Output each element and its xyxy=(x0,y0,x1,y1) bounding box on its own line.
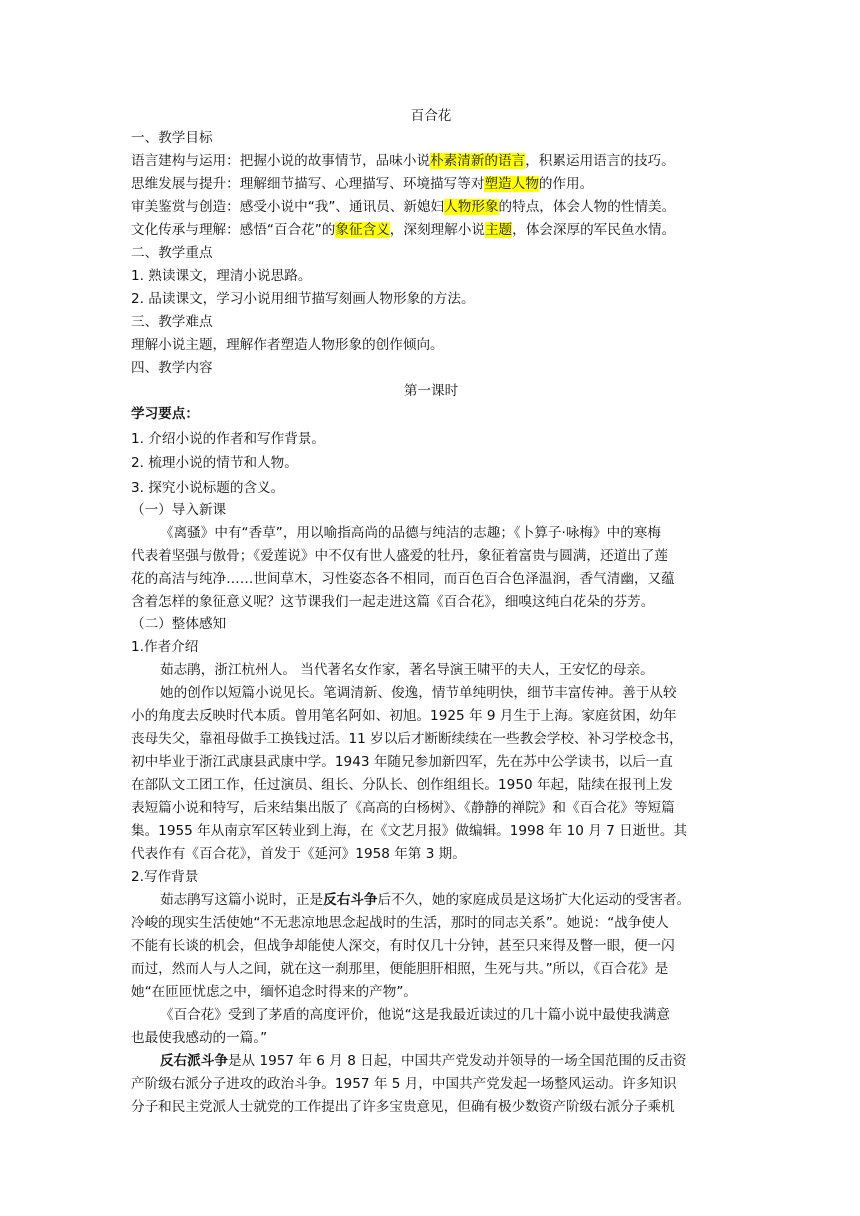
author-bio-line: 她的创作以短篇小说见长。笔调清新、俊逸，情节单纯明快，细节丰富传神。善于从较 xyxy=(160,685,677,701)
key-point: 1. 介绍小说的作者和写作背景。 xyxy=(131,431,326,447)
intro-line: 含着怎样的象征意义呢？这节课我们一起走进这篇《百合花》，细嗅这纯白花朵的芬芳。 xyxy=(131,594,655,610)
background-line: 冷峻的现实生活使她“不无悲凉地思念起战时的生活，那时的同志关系”。她说：“战争使人 xyxy=(131,915,669,931)
part-heading-overview: （二）整体感知 xyxy=(131,616,227,632)
review-line: 《百合花》受到了茅盾的高度评价，他说“这是我最近读过的几十篇小说中最使我满意 xyxy=(160,1007,671,1023)
difficulty-text: 理解小说主题，理解作者塑造人物形象的创作倾向。 xyxy=(131,337,444,353)
part-heading-intro: （一）导入新课 xyxy=(131,502,227,518)
key-point: 2. 梳理小说的情节和人物。 xyxy=(131,455,298,471)
highlight: 象征含义 xyxy=(335,222,390,238)
goal-culture: 文化传承与理解：感悟“百合花”的象征含义，深刻理解小说主题，体会深厚的军民鱼水情。 xyxy=(131,222,676,238)
focus-item: 1. 熟读课文，理清小说思路。 xyxy=(131,268,312,284)
author-bio-line: 丧母失父，靠祖母做手工换钱过活。11 岁以后才断断续续在一些教会学校、补习学校念书， xyxy=(131,731,683,747)
section-heading-goals: 一、教学目标 xyxy=(131,130,213,146)
section-heading-focus: 二、教学重点 xyxy=(131,245,213,261)
review-line: 也最使我感动的一篇。” xyxy=(131,1030,268,1046)
section-heading-difficulty: 三、教学难点 xyxy=(131,314,213,330)
key-points-label: 学习要点： xyxy=(131,406,199,422)
highlight: 塑造人物 xyxy=(484,176,539,192)
goal-language: 语言建构与运用：把握小说的故事情节，品味小说朴素清新的语言，积累运用语言的技巧。 xyxy=(131,153,675,169)
background-line: 她“在匝匝忧虑之中，缅怀追念时得来的产物”。 xyxy=(131,984,417,1000)
focus-item: 2. 品读课文，学习小说用细节描写刻画人物形象的方法。 xyxy=(131,291,475,307)
author-bio-line: 在部队文工团工作，任过演员、组长、分队长、创作组组长。1950 年起，陆续在报刊上发 xyxy=(131,777,673,793)
author-bio-line: 表短篇小说和特写，后来结集出版了《高高的白杨树》、《静静的禅院》和《百合花》等短篇 xyxy=(131,800,675,816)
author-bio-line: 代表作有《百合花》，首发于《延河》1958 年第 3 期。 xyxy=(131,846,466,862)
bold-term: 反右斗争 xyxy=(323,892,378,908)
goal-aesthetic: 审美鉴赏与创造：感受小说中“我”、通讯员、新媳妇人物形象的特点，体会人物的性情美。 xyxy=(131,199,676,215)
campaign-line: 反右派斗争是从 1957 年 6 月 8 日起，中国共产党发动并领导的一场全国范围的反击资 xyxy=(160,1053,687,1069)
highlight: 主题 xyxy=(484,222,513,238)
document-title: 百合花 xyxy=(410,108,452,124)
highlight: 人物形象 xyxy=(444,199,499,215)
background-heading: 2.写作背景 xyxy=(131,869,199,885)
author-intro: 茹志鹃，浙江杭州人。 当代著名女作家，著名导演王啸平的夫人，王安忆的母亲。 xyxy=(160,662,654,678)
campaign-line: 产阶级右派分子进攻的政治斗争。1957 年 5 月，中国共产党发起一场整风运动。许多知识 xyxy=(131,1076,677,1092)
intro-line: 《离骚》中有“香草”，用以喻指高尚的品德与纯洁的志趣；《卜算子·咏梅》中的寒梅 xyxy=(160,525,661,541)
intro-line: 花的高洁与纯净……世间草木，习性姿态各不相同，而百色百合色泽温润，香气清幽，又蕴 xyxy=(131,571,675,587)
lesson-title: 第一课时 xyxy=(403,383,459,399)
key-point: 3. 探究小说标题的含义。 xyxy=(131,480,285,496)
campaign-line: 分子和民主党派人士就党的工作提出了许多宝贵意见，但确有极少数资产阶级右派分子乘机 xyxy=(131,1099,675,1115)
author-heading: 1.作者介绍 xyxy=(131,639,199,655)
bold-term: 反右派斗争 xyxy=(160,1053,228,1069)
background-line: 不能有长谈的机会，但战争却能使人深交，有时仅几十分钟，甚至只来得及瞥一眼，便一闪 xyxy=(131,938,675,954)
background-line: 茹志鹃写这篇小说时，正是反右斗争后不久，她的家庭成员是这场扩大化运动的受害者。 xyxy=(160,892,691,908)
background-line: 而过，然而人与人之间，就在这一刹那里，便能胆肝相照，生死与共。”所以，《百合花》是 xyxy=(131,961,669,977)
author-bio-line: 初中毕业于浙江武康县武康中学。1943 年随兄参加新四军，先在苏中公学读书，以后一直 xyxy=(131,754,673,770)
highlight: 朴素清新的语言 xyxy=(430,153,526,169)
intro-line: 代表着坚强与傲骨；《爱莲说》中不仅有世人盛爱的牡丹，象征着富贵与圆满，还道出了莲 xyxy=(131,548,668,564)
section-heading-content: 四、教学内容 xyxy=(131,360,213,376)
goal-thinking: 思维发展与提升：理解细节描写、心理描写、环境描写等对塑造人物的作用。 xyxy=(131,176,594,192)
author-bio-line: 集。1955 年从南京军区转业到上海，在《文艺月报》做编辑。1998 年 10 月 7 日逝世。其 xyxy=(131,823,688,839)
author-bio-line: 小的角度去反映时代本质。曾用笔名阿如、初旭。1925 年 9 月生于上海。家庭贫困，幼年 xyxy=(131,708,677,724)
